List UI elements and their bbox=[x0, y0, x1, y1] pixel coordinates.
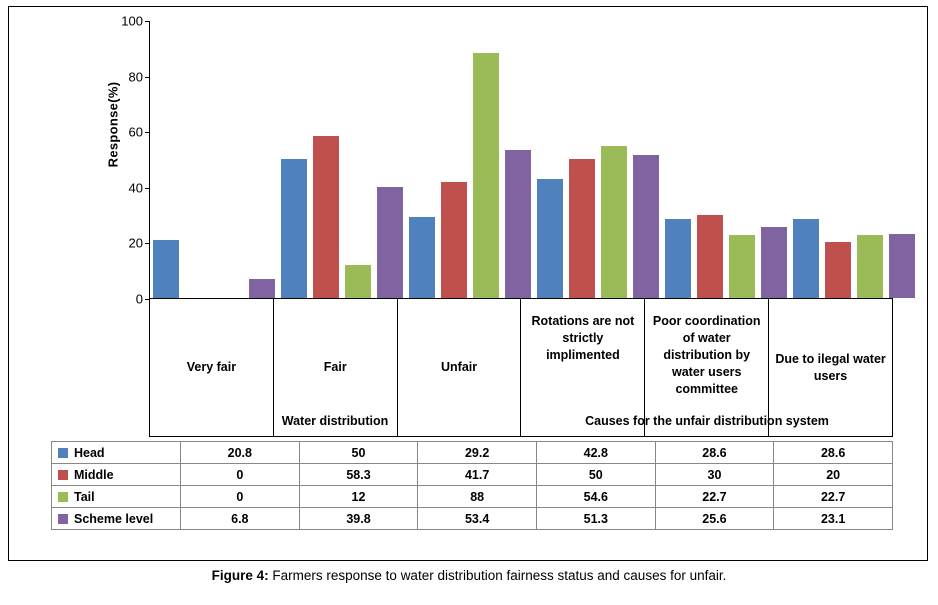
table-row bbox=[52, 464, 893, 486]
bar bbox=[601, 146, 627, 298]
table-cell: 20.8 bbox=[181, 442, 300, 464]
table-cell: 42.8 bbox=[536, 442, 655, 464]
legend-swatch-icon bbox=[58, 514, 68, 524]
legend-swatch-icon bbox=[58, 448, 68, 458]
table-cell: 0 bbox=[181, 486, 300, 508]
y-tick-label: 60 bbox=[128, 124, 143, 140]
data-table bbox=[51, 441, 893, 530]
series-name-cell bbox=[52, 464, 181, 486]
table-cell: 51.3 bbox=[536, 508, 655, 530]
bar bbox=[249, 279, 275, 298]
bar bbox=[697, 215, 723, 298]
bar bbox=[569, 159, 595, 298]
bar-group bbox=[278, 21, 406, 298]
bar bbox=[793, 219, 819, 299]
bar bbox=[537, 179, 563, 298]
table-cell: 58.3 bbox=[299, 464, 418, 486]
bar-group bbox=[406, 21, 534, 298]
bar-groups bbox=[150, 21, 893, 298]
plot-area bbox=[9, 7, 927, 437]
series-name-cell bbox=[52, 486, 181, 508]
figure-caption bbox=[0, 568, 938, 583]
super-category-causes: Causes for the unfair distribution system bbox=[585, 414, 829, 428]
series-name-cell bbox=[52, 442, 181, 464]
category-label: Unfair bbox=[398, 299, 522, 436]
table-cell: 20 bbox=[774, 464, 893, 486]
super-category-band bbox=[149, 405, 893, 437]
table-cell: 41.7 bbox=[418, 464, 537, 486]
bar bbox=[473, 53, 499, 298]
table-row bbox=[52, 442, 893, 464]
bar bbox=[409, 217, 435, 298]
bar bbox=[665, 219, 691, 299]
bar bbox=[377, 187, 403, 298]
table-cell: 22.7 bbox=[774, 486, 893, 508]
table-cell: 50 bbox=[299, 442, 418, 464]
bar-group bbox=[150, 21, 278, 298]
bar-group bbox=[790, 21, 918, 298]
series-label: Middle bbox=[74, 467, 114, 482]
bar bbox=[857, 235, 883, 298]
category-label: Due to ilegal water users bbox=[775, 351, 886, 383]
bar-group bbox=[662, 21, 790, 298]
table-cell: 29.2 bbox=[418, 442, 537, 464]
figure-caption-label: Figure 4: bbox=[211, 568, 269, 583]
table-cell: 0 bbox=[181, 464, 300, 486]
bar bbox=[313, 136, 339, 298]
category-label: Very fair bbox=[150, 299, 274, 436]
table-cell: 30 bbox=[655, 464, 774, 486]
table-cell: 22.7 bbox=[655, 486, 774, 508]
bar bbox=[633, 155, 659, 298]
table-cell: 39.8 bbox=[299, 508, 418, 530]
y-tick-label: 100 bbox=[121, 13, 143, 29]
bar bbox=[345, 265, 371, 298]
table-cell: 23.1 bbox=[774, 508, 893, 530]
table-cell: 28.6 bbox=[655, 442, 774, 464]
bar bbox=[825, 242, 851, 298]
figure-caption-text: Farmers response to water distribution fairness status and causes for unfair. bbox=[268, 568, 727, 583]
legend-swatch-icon bbox=[58, 470, 68, 480]
y-tick-label: 20 bbox=[128, 235, 143, 251]
y-tick-label: 40 bbox=[128, 180, 143, 196]
table-cell: 88 bbox=[418, 486, 537, 508]
table-cell: 50 bbox=[536, 464, 655, 486]
category-label: Fair bbox=[274, 299, 398, 436]
bar bbox=[889, 234, 915, 298]
bar bbox=[729, 235, 755, 298]
bar bbox=[761, 227, 787, 298]
table-cell: 53.4 bbox=[418, 508, 537, 530]
legend-swatch-icon bbox=[58, 492, 68, 502]
series-label: Scheme level bbox=[74, 511, 154, 526]
table-row bbox=[52, 508, 893, 530]
bar bbox=[153, 240, 179, 298]
chart-plot-box bbox=[121, 13, 893, 307]
y-axis-title: Response(%) bbox=[105, 81, 121, 168]
series-label: Head bbox=[74, 445, 105, 460]
category-label: Poor coordination of water distribution by water users committee bbox=[645, 299, 769, 436]
series-label: Tail bbox=[74, 489, 95, 504]
y-tick-label: 80 bbox=[128, 69, 143, 85]
bar bbox=[441, 182, 467, 298]
table-cell: 28.6 bbox=[774, 442, 893, 464]
bar bbox=[505, 150, 531, 298]
table-cell: 25.6 bbox=[655, 508, 774, 530]
table-cell: 54.6 bbox=[536, 486, 655, 508]
table-cell: 12 bbox=[299, 486, 418, 508]
series-name-cell bbox=[52, 508, 181, 530]
super-category-water-distribution: Water distribution bbox=[281, 414, 389, 428]
bar-group bbox=[534, 21, 662, 298]
bar bbox=[281, 159, 307, 298]
figure-container bbox=[8, 6, 928, 561]
table-cell: 6.8 bbox=[181, 508, 300, 530]
table-row bbox=[52, 486, 893, 508]
category-label: Rotations are not strictly implimented bbox=[521, 299, 645, 436]
y-tick-label: 0 bbox=[135, 291, 143, 307]
